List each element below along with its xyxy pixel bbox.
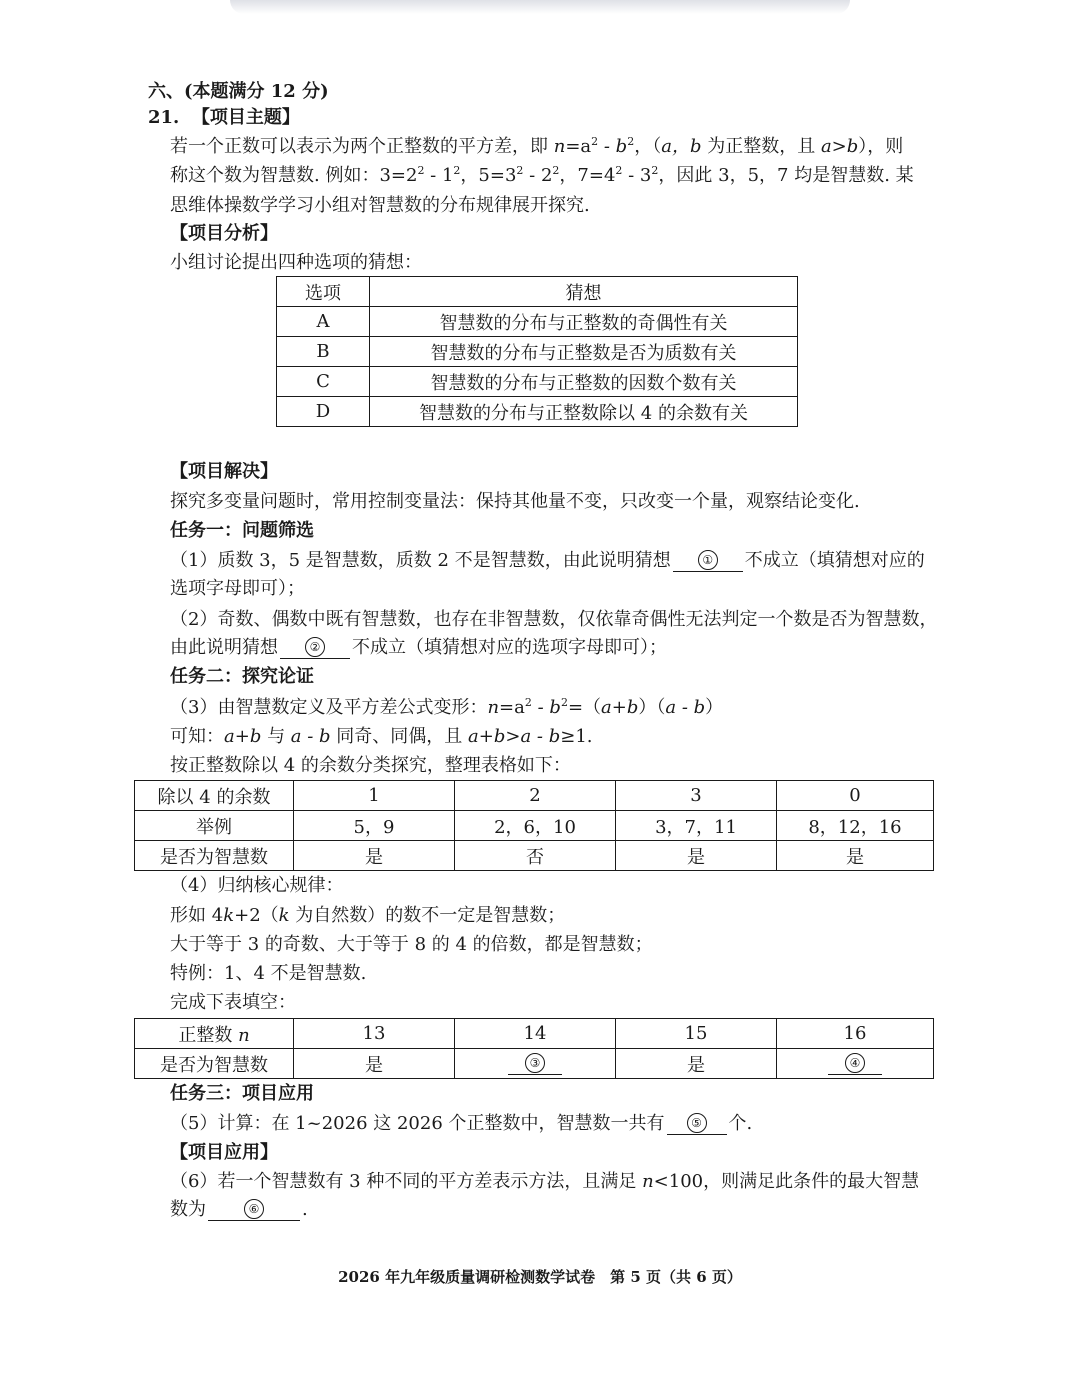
answer-blank-6[interactable]: ⑥	[208, 1199, 300, 1221]
answer-blank-4[interactable]: ④	[828, 1053, 882, 1075]
answer-blank-5[interactable]: ⑤	[667, 1113, 727, 1135]
task2-p3-line1: （3）由智慧数定义及平方差公式变形：$n=a^2 - b^2=(a+b)(a - b)$	[170, 696, 724, 718]
task3-p5: （5）计算：在 1~2026 这 2026 个正整数中，智慧数一共有 ⑤ 个.	[170, 1113, 753, 1134]
remainder-table	[134, 780, 934, 871]
section-title: 六、(本题满分 12 分)	[148, 81, 329, 102]
question-header	[148, 106, 300, 130]
task1-p2-line1: （2）奇数、偶数中既有智慧数，也存在非智慧数，仅依靠奇偶性无法判定一个数是否为智慧数，	[170, 609, 938, 630]
task2-title: 任务二：探究论证	[170, 666, 314, 687]
fill-table	[134, 1018, 934, 1079]
table-row: B 智慧数的分布与正整数是否为质数有关	[277, 337, 798, 367]
task2-p4-line4: 完成下表填空：	[170, 992, 296, 1013]
answer-blank-1[interactable]: ①	[673, 550, 743, 572]
table-row: 举例 5，9 2，6，10 3，7，11 8，12，16	[135, 811, 934, 841]
table-row: 是否为智慧数 是 否 是 是	[135, 841, 934, 871]
apply-heading: 【项目应用】	[170, 1142, 278, 1163]
solve-text: 探究多变量问题时，常用控制变量法：保持其他量不变，只改变一个量，观察结论变化.	[170, 491, 860, 512]
task2-p4-line2: 大于等于 3 的奇数、大于等于 8 的 4 的倍数，都是智慧数；	[170, 934, 653, 955]
task2-p3-line3: 按正整数除以 4 的余数分类探究，整理表格如下：	[170, 755, 571, 776]
analysis-heading: 【项目分析】	[170, 223, 278, 244]
solve-heading: 【项目解决】	[170, 461, 278, 482]
task2-p4-title: （4）归纳核心规律：	[170, 875, 344, 896]
task1-p1-line2: 选项字母即可）；	[170, 578, 305, 599]
task2-p4-line1: 形如 4k+2（k 为自然数）的数不一定是智慧数；	[170, 905, 566, 926]
table-row: 除以 4 的余数 1 2 3 0	[135, 781, 934, 811]
table-row: 选项 猜想	[277, 277, 798, 307]
table-row: 是否为智慧数 是 ③ 是 ④	[135, 1049, 934, 1079]
task1-p2-line2: 由此说明猜想 ② 不成立（填猜想对应的选项字母即可）；	[170, 637, 667, 658]
p6-line1: （6）若一个智慧数有 3 种不同的平方差表示方法，且满足 n<100，则满足此条件的最大智慧	[170, 1171, 920, 1192]
scan-shadow	[230, 0, 850, 14]
theme-heading: 【项目主题】	[191, 107, 300, 128]
question-number: 21.	[148, 107, 180, 128]
intro-line-2: 称这个数为智慧数. 例如：$3=2^2 - 1^2$，$5=3^2 - 2^2$，$7=4^2 - 3^2$，因此 3，5，7 均是智慧数. 某	[170, 164, 914, 186]
p6-line2: 数为 ⑥ .	[170, 1199, 308, 1220]
task2-p3-line2: 可知：a+b 与 a - b 同奇、同偶，且 a+b>a - b≥1.	[170, 726, 593, 747]
page-footer: 2026 年九年级质量调研检测数学试卷 第 5 页（共 6 页）	[338, 1268, 742, 1286]
conjecture-table	[276, 276, 798, 427]
answer-blank-3[interactable]: ③	[508, 1053, 562, 1075]
table-row: A 智慧数的分布与正整数的奇偶性有关	[277, 307, 798, 337]
intro-line-3: 思维体操数学学习小组对智慧数的分布规律展开探究.	[170, 195, 590, 216]
table-row: D 智慧数的分布与正整数除以 4 的余数有关	[277, 397, 798, 427]
answer-blank-2[interactable]: ②	[280, 637, 350, 659]
analysis-text: 小组讨论提出四种选项的猜想：	[170, 252, 422, 273]
table-row: C 智慧数的分布与正整数的因数个数有关	[277, 367, 798, 397]
intro-line-1: 若一个正数可以表示为两个正整数的平方差，即 $n=a^2 - b^2$，（a，b 为正整数，且 a>b），则	[170, 135, 904, 157]
task1-p1-line1: （1）质数 3，5 是智慧数，质数 2 不是智慧数，由此说明猜想 ① 不成立（填猜想对应的	[170, 550, 925, 571]
table-row: 正整数 n 13 14 15 16	[135, 1019, 934, 1049]
task2-p4-line3: 特例：1、4 不是智慧数.	[170, 963, 367, 984]
task1-title: 任务一：问题筛选	[170, 520, 314, 541]
task3-title: 任务三：项目应用	[170, 1083, 314, 1104]
